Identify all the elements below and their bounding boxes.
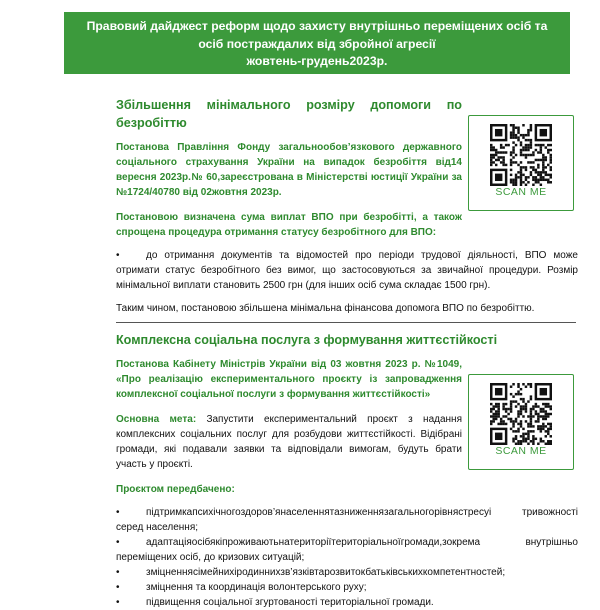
- section-2-goal: [116, 412, 462, 472]
- section-2-resolution: Постанова Кабінету Міністрів України від 03 жовтня 2023 р. №1049, «Про реалізацію експериментального проєкту із запровадження комплексної соціальної послуги з формування життєстійкості»: [116, 359, 462, 400]
- list-item: • зміцненнясімейнихіродиннихзв’язківтарозвитокбатьківськихкомпетентностей;: [116, 567, 506, 578]
- digest-title-banner: [64, 12, 570, 74]
- scan-me-label: SCAN ME: [495, 186, 547, 198]
- banner-line-2: осіб постраждалих від збройної агресії: [198, 36, 436, 51]
- section-1-bullet: [116, 248, 578, 293]
- bullet-text: до отримання документів та відомостей про періоди трудової діяльності, ВПО може отримати статус безробітного без вимог, що застосовуються за звичайної процедури. Розмір мінімальної виплати становить 2500 грн (для інших осіб сума складає 1500 грн).: [116, 250, 578, 291]
- banner-line-1: Правовий дайджест реформ щодо захисту внутрішньо переміщених осіб та: [86, 19, 548, 33]
- goal-text: Запустити експериментальний проєкт з надання комплексних соціальних послуг для розбудови життєстійкості. Відібрані громади, які подавали заявки та відповідали вимогам, будуть брати участь у проєкті.: [116, 414, 462, 470]
- bullet-dot: •: [116, 250, 120, 261]
- goal-label: Основна мета:: [116, 414, 197, 425]
- list-item: • підтримкапсихічногоздоров’янаселеннятазниженнязагальногорівнястресуі тривожності серед населення;: [116, 507, 578, 533]
- list-item: • адаптаціяосібякіпроживаютьнатериторіїтериторіальноїгромади,зокрема внутрішньо переміщених осіб, до кризових ситуацій;: [116, 537, 578, 563]
- scan-me-label: SCAN ME: [495, 445, 547, 457]
- banner-line-3: жовтень-грудень2023р.: [246, 54, 388, 68]
- section-2-provided-label: Проєктом передбачено:: [116, 484, 235, 495]
- section-2-title: Комплексна соціальна послуга з формування життєстійкості: [116, 333, 498, 347]
- section-2-list: [116, 505, 578, 610]
- section-1-intro: Постановою визначена сума виплат ВПО при безробітті, а також спрощена процедура отримання статусу безробітного для ВПО:: [116, 212, 462, 238]
- document-body: [116, 96, 578, 316]
- list-item: • зміцнення та координація волонтерського руху;: [116, 582, 367, 593]
- section-divider: [116, 322, 576, 323]
- section-1-title: Збільшення мінімального розміру допомоги по безробіттю: [116, 98, 462, 130]
- document-body-2: [116, 331, 578, 610]
- section-1-conclusion: Таким чином, постановою збільшена мінімальна фінансова допомога ВПО по безробіттю.: [116, 303, 535, 314]
- list-item: • підвищення соціальної згуртованості територіальної громади.: [116, 597, 434, 608]
- section-1-resolution: Постанова Правління Фонду загальнообов’язкового державного соціального страхування України на випадок безробіття від14 вересня 2023р.№ 60,зареєстрована в Міністерстві юстиції України за №1724/40780 від 02жовтня 2023р.: [116, 142, 462, 198]
